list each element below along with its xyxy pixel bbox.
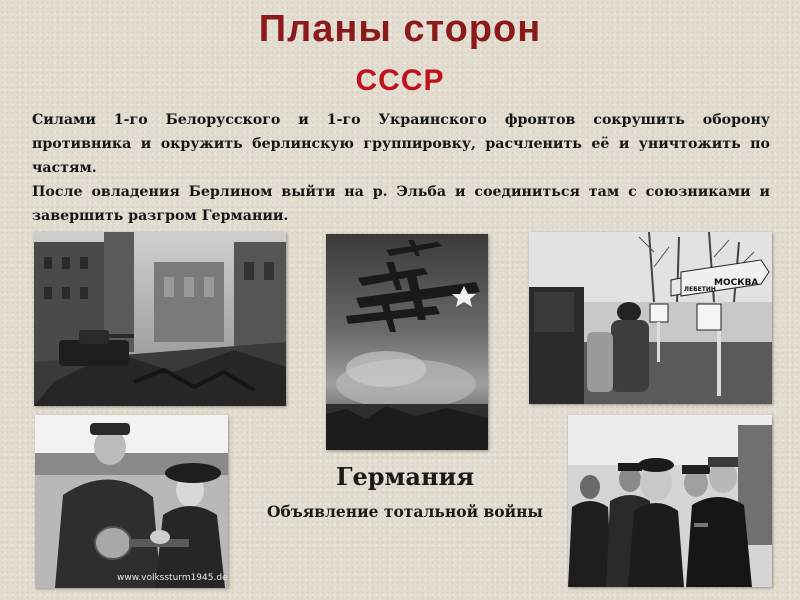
- ussr-heading: СССР: [355, 64, 445, 97]
- photo-volkssturm-training: [35, 415, 228, 588]
- germany-subheading: Объявление тотальной войны: [267, 502, 543, 521]
- photo-soviet-aircraft-over-city: [326, 234, 488, 450]
- germany-heading: Германия: [335, 462, 475, 491]
- photo-volkssturm-youth: [568, 415, 772, 587]
- ussr-plan-paragraph-2: После овладения Берлином выйти на р. Эльба и соединиться там с союзниками и завершить разгром Германии.: [32, 184, 770, 224]
- photo-road-sign-moscow: [529, 232, 772, 404]
- ussr-plan-paragraph-1: Силами 1-го Белорусского и 1-го Украинского фронтов сокрушить оборону противника и окружить берлинскую группировку, расчленить её и уничтожить по частям.: [32, 112, 770, 176]
- photo-ruined-berlin-street: [34, 232, 286, 406]
- slide-title: Планы сторон: [258, 8, 542, 50]
- ussr-plan-text: [32, 108, 770, 228]
- road-sign-second-text: ЛЕБЕТИН: [684, 286, 716, 293]
- photo-watermark: www.volkssturm1945.de: [117, 573, 228, 583]
- road-sign-moscow-text: МОСКВА: [714, 278, 759, 288]
